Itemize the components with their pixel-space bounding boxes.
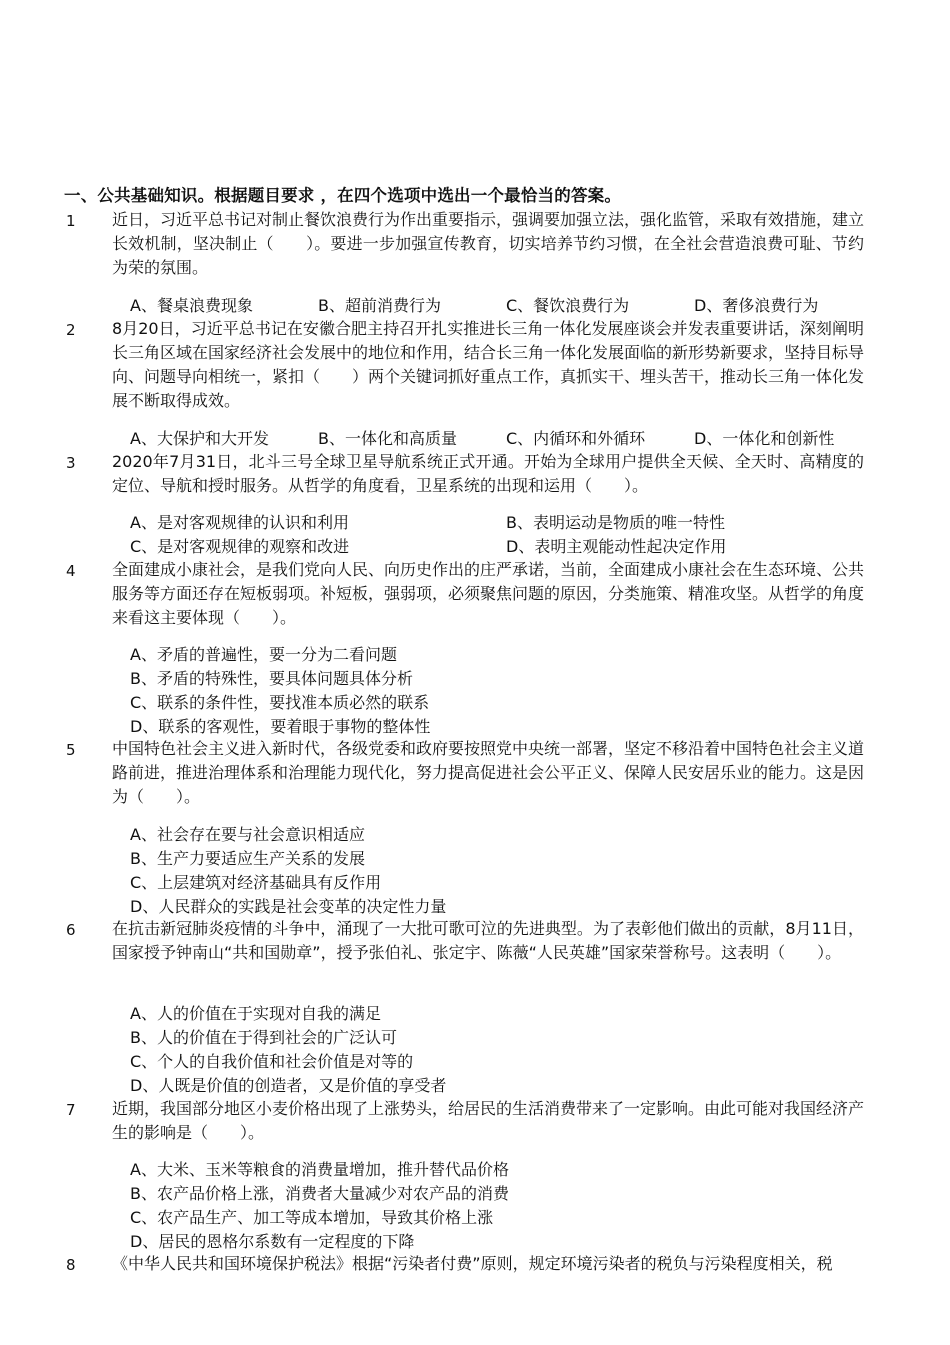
option-b[interactable]: B、一体化和高质量 <box>318 429 457 448</box>
question-text: 8月20日，习近平总书记在安徽合肥主持召开扎实推进长三角一体化发展座谈会并发表重要讲话，深刻阐明长三角区域在国家经济社会发展中的地位和作用，结合长三角一体化发展面临的新形势新要求，坚持目标导向、问题导向相统一，紧扣（ ）两个关键词抓好重点工作，真抓实干、埋头苦干，推动长三角一体化发展不断取得成效。 <box>112 319 865 410</box>
question-text: 在抗击新冠肺炎疫情的斗争中，涌现了一大批可歌可泣的先进典型。为了表彰他们做出的贡献，8月11日，国家授予钟南山“共和国勋章”，授予张伯礼、张定宇、陈薇“人民英雄”国家荣誉称号。这表明（ ）。 <box>112 919 864 962</box>
question-text: 中国特色社会主义进入新时代，各级党委和政府要按照党中央统一部署，坚定不移沿着中国特色社会主义道路前进，推进治理体系和治理能力现代化，努力提高促进社会公平正义、保障人民安居乐业的能力。这是因为（ ）。 <box>112 739 865 806</box>
option-d[interactable]: D、表明主观能动性起决定作用 <box>506 537 727 556</box>
option-c[interactable]: C、餐饮浪费行为 <box>506 296 630 315</box>
question-number: 8 <box>66 1256 76 1274</box>
option-b[interactable]: B、生产力要适应生产关系的发展 <box>130 849 365 868</box>
option-a[interactable]: A、人的价值在于实现对自我的满足 <box>130 1004 381 1023</box>
option-c[interactable]: C、联系的条件性，要找准本质必然的联系 <box>130 693 430 712</box>
option-c[interactable]: C、内循环和外循环 <box>506 429 646 448</box>
option-a[interactable]: A、矛盾的普遍性，要一分为二看问题 <box>130 645 397 664</box>
option-c[interactable]: C、个人的自我价值和社会价值是对等的 <box>130 1052 414 1071</box>
question-number: 5 <box>66 741 76 759</box>
option-b[interactable]: B、表明运动是物质的唯一特性 <box>506 513 725 532</box>
option-d[interactable]: D、奢侈浪费行为 <box>694 296 819 315</box>
option-c[interactable]: C、上层建筑对经济基础具有反作用 <box>130 873 382 892</box>
option-d[interactable]: D、联系的客观性，要着眼于事物的整体性 <box>130 717 431 736</box>
option-c[interactable]: C、农产品生产、加工等成本增加，导致其价格上涨 <box>130 1208 494 1227</box>
question-number: 4 <box>66 562 76 580</box>
option-d[interactable]: D、居民的恩格尔系数有一定程度的下降 <box>130 1232 415 1251</box>
option-a[interactable]: A、大保护和大开发 <box>130 429 269 448</box>
question-number: 6 <box>66 921 76 939</box>
option-a[interactable]: A、社会存在要与社会意识相适应 <box>130 825 365 844</box>
question-number: 2 <box>66 321 76 339</box>
question-number: 7 <box>66 1101 76 1119</box>
option-d[interactable]: D、人民群众的实践是社会变革的决定性力量 <box>130 897 447 916</box>
question-text: 近期，我国部分地区小麦价格出现了上涨势头，给居民的生活消费带来了一定影响。由此可能对我国经济产生的影响是（ ）。 <box>112 1099 865 1142</box>
question-text: 全面建成小康社会，是我们党向人民、向历史作出的庄严承诺，当前，全面建成小康社会在生态环境、公共服务等方面还存在短板弱项。补短板，强弱项，必须聚焦问题的原因，分类施策、精准攻坚。从哲学的角度来看这主要体现（ ）。 <box>112 560 865 627</box>
option-b[interactable]: B、矛盾的特殊性，要具体问题具体分析 <box>130 669 413 688</box>
question-text: 2020年7月31日，北斗三号全球卫星导航系统正式开通。开始为全球用户提供全天候、全天时、高精度的定位、导航和授时服务。从哲学的角度看，卫星系统的出现和运用（ ）。 <box>112 452 864 495</box>
option-d[interactable]: D、一体化和创新性 <box>694 429 835 448</box>
option-a[interactable]: A、餐桌浪费现象 <box>130 296 253 315</box>
option-b[interactable]: B、人的价值在于得到社会的广泛认可 <box>130 1028 397 1047</box>
option-a[interactable]: A、是对客观规律的认识和利用 <box>130 513 349 532</box>
section-title: 一、公共基础知识。根据题目要求 ，在四个选项中选出一个最恰当的答案。 <box>64 186 622 205</box>
question-number: 1 <box>66 212 76 230</box>
question-number: 3 <box>66 454 76 472</box>
option-a[interactable]: A、大米、玉米等粮食的消费量增加，推升替代品价格 <box>130 1160 509 1179</box>
option-b[interactable]: B、超前消费行为 <box>318 296 441 315</box>
question-text: 近日，习近平总书记对制止餐饮浪费行为作出重要指示，强调要加强立法，强化监管，采取有效措施，建立长效机制，坚决制止（ ）。要进一步加强宣传教育，切实培养节约习惯，在全社会营造浪费可耻、节约为荣的氛围。 <box>112 210 865 277</box>
option-c[interactable]: C、是对客观规律的观察和改进 <box>130 537 350 556</box>
option-d[interactable]: D、人既是价值的创造者，又是价值的享受者 <box>130 1076 447 1095</box>
option-b[interactable]: B、农产品价格上涨，消费者大量减少对农产品的消费 <box>130 1184 509 1203</box>
question-text: 《中华人民共和国环境保护税法》根据“污染者付费”原则，规定环境污染者的税负与污染程度相关，税 <box>112 1254 833 1273</box>
